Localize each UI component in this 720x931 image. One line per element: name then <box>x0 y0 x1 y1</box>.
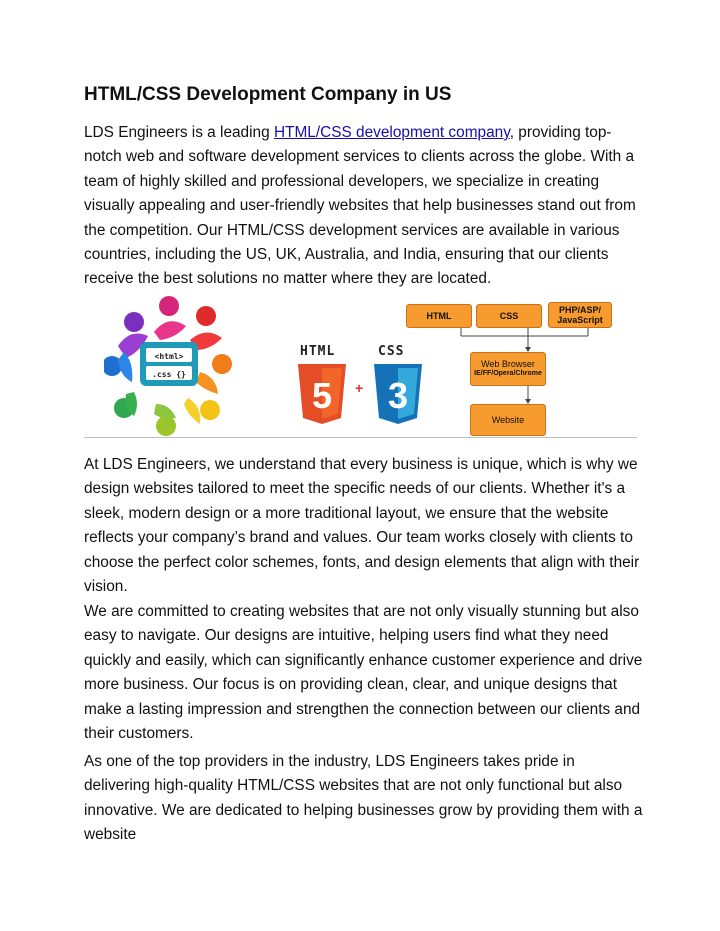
flow-box-web-browser <box>470 352 546 386</box>
body-paragraph <box>84 600 644 746</box>
flow-box-server-scripts: PHP/ASP/ JavaScript <box>548 302 612 328</box>
intro-paragraph <box>84 121 644 292</box>
logo-css-tag: .css {} <box>152 370 186 379</box>
paragraph-top-provider: As one of the top providers in the industry, LDS Engineers takes pride in delivering high-quality HTML/CSS websites that are not only functional but also innovative. We are dedicated to helping businesses grow by providing them with a website <box>84 753 643 844</box>
logo-html-tag: <html> <box>154 352 184 361</box>
flow-box-css: CSS <box>476 304 542 328</box>
css-wordmark: CSS <box>378 344 405 359</box>
team-circle-logo-icon <box>104 292 234 438</box>
browser-list: IE/FF/Opera/Chrome <box>474 370 542 377</box>
figure-divider <box>84 437 637 438</box>
body-paragraph <box>84 453 644 599</box>
html-css-company-link[interactable]: HTML/CSS development company <box>273 124 510 141</box>
plus-sign: + <box>355 380 364 396</box>
html-wordmark: HTML <box>300 344 336 359</box>
browser-title: Web Browser <box>481 359 535 369</box>
paragraph-easy-navigation: We are committed to creating websites that are not only visually stunning but also easy to navigate. Our designs are intuitive, helping users find what they need quickly and easily, which can significantly enhance customer experience and drive more business. Our focus is on providing clean, clear, and unique designs that make a lasting impression and strengthen the connection between our clients and their customers. <box>84 603 643 743</box>
intro-text-end: , providing top-notch web and software development services to clients across the globe. With a team of highly skilled and professional developers, we specialize in creating visually appealing and user-friendly websites that help businesses stand out from the competition. Our HTML/CSS development services are available in various countries, including the US, UK, Australia, and India, ensuring that our clients receive the best solutions no matter where they are located. <box>84 124 636 288</box>
intro-text-start: LDS Engineers is a leading <box>84 124 274 141</box>
flow-box-website: Website <box>470 404 546 436</box>
page-title: HTML/CSS Development Company in US <box>84 84 452 105</box>
flow-box-html: HTML <box>406 304 472 328</box>
html5-shield-icon <box>294 362 350 426</box>
css3-digit: 3 <box>387 375 409 416</box>
body-paragraph <box>84 750 644 848</box>
paragraph-tailored-design: At LDS Engineers, we understand that every business is unique, which is why we design websites tailored to meet the specific needs of our clients. Whether it's a sleek, modern design or a more traditional layout, we ensure that the website reflects your company’s brand and values. Our team works closely with clients to choose the perfect color schemes, fonts, and design elements that align with their vision. <box>84 456 640 596</box>
html-css-illustration <box>84 292 637 438</box>
html5-digit: 5 <box>311 375 333 416</box>
